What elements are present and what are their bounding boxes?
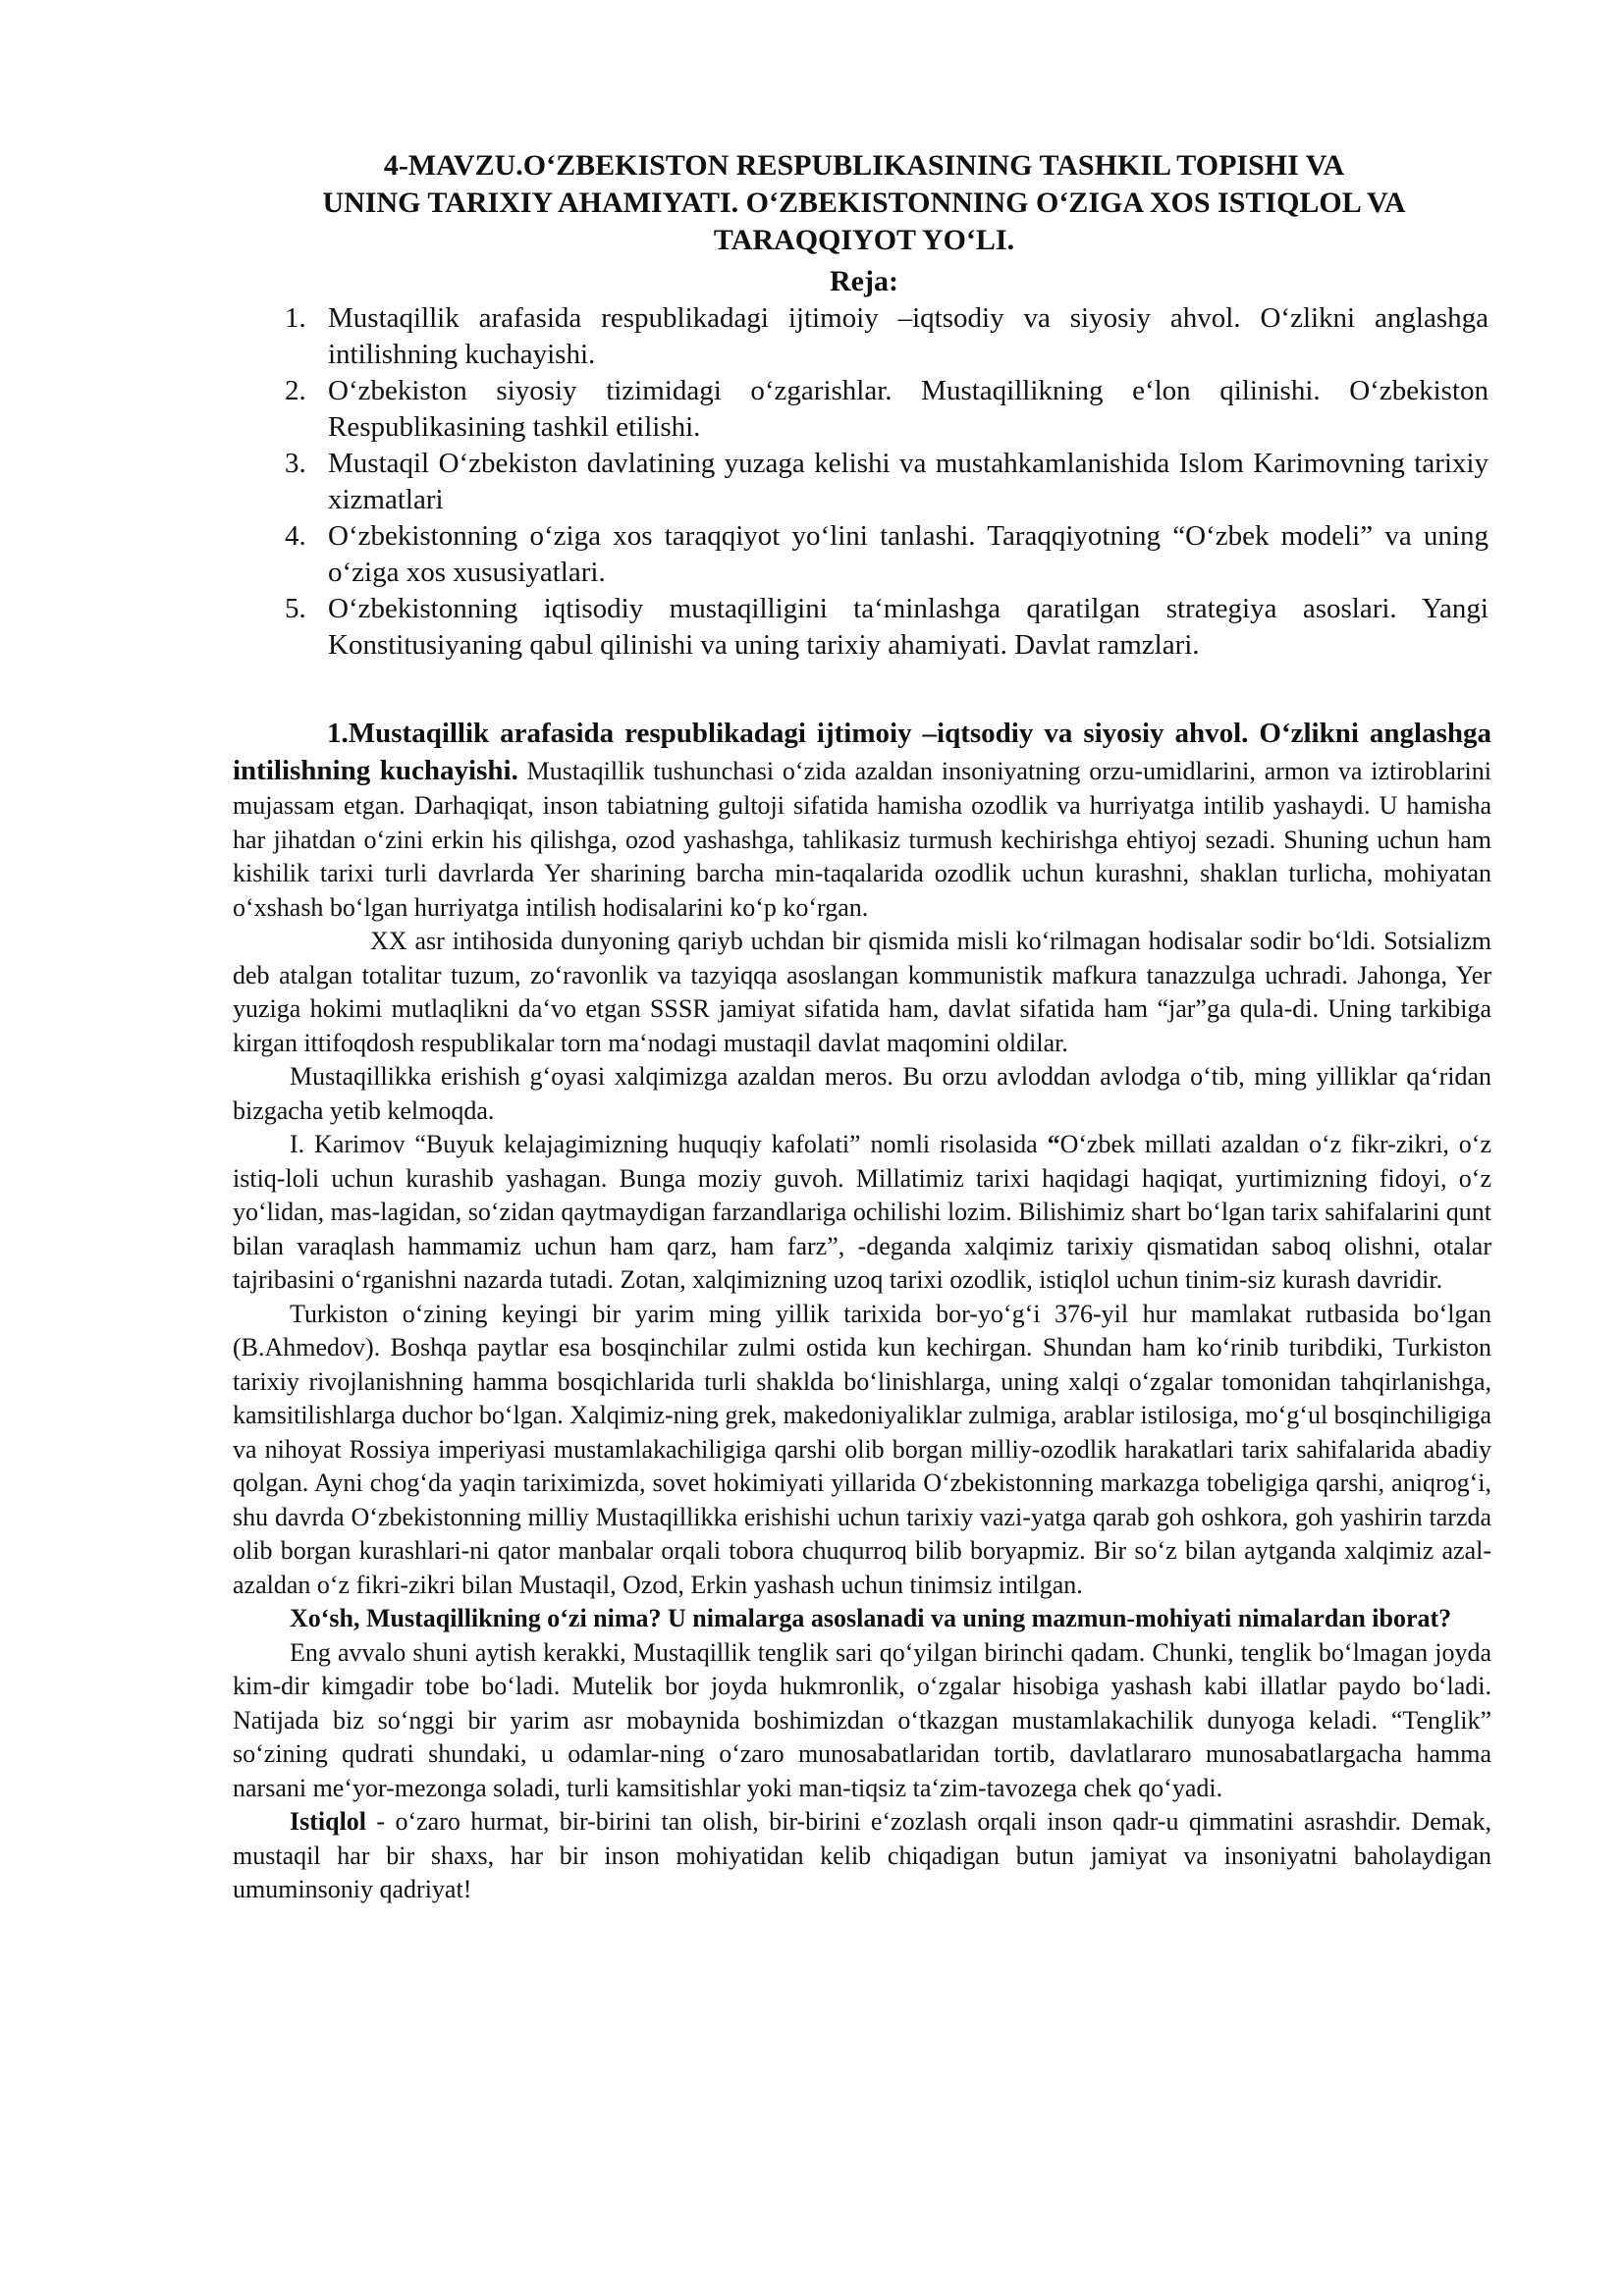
paragraph-text: O‘zbek millati azaldan o‘z fikr-zikri, o‘z istiq-loli uchun kurashib yashagan. Bunga moziy guvoh. Millatimiz tarixi haqidagi haqiqat, yurtimizning fidoyi, o‘z yo‘lidan, mas-lagidan, so‘zidan qaytmaydigan farzandlariga ochilishi lozim. Bilishimiz shart bo‘lgan tarix sahifalarini qunt bilan varaqlash hammamiz uchun ham qarz, ham farz”, -deganda xalqimiz tarixiy qismatidan saboq olishni, otalar tajribasini o‘rganishni nazarda tutadi. Zotan, xalqimizning uzoq tarixi ozodlik, istiqlol uchun tinim-siz kurash davridir. — [233, 1130, 1492, 1294]
paragraph-text: I. Karimov “Buyuk kelajagimizning huquqiy kafolati” nomli risolasida — [290, 1130, 1048, 1158]
paragraph: Eng avvalo shuni aytish kerakki, Mustaqillik tenglik sari qo‘yilgan birinchi qadam. Chunki, tenglik bo‘lmagan joyda kim-dir kimgadir tobe bo‘ladi. Mutelik bor joyda hukmronlik, o‘zgalar hisobiga yashash kabi illatlar paydo bo‘ladi. Natijada biz so‘nggi bir yarim asr mobaynida boshimizdan o‘tkazgan mustamlakachilik dunyoga keladi. “Tenglik” so‘zining qudrati shundaki, u odamlar-ning o‘zaro munosabatlaridan tortib, davlatlararo munosabatlargacha hamma narsani me‘yor-mezonga soladi, turli kamsitishlar yoki man-tiqsiz ta‘zim-tavozega chek qo‘yadi. — [233, 1637, 1491, 1802]
question-heading — [233, 1602, 1491, 1636]
paragraph-text: Mustaqillik tushunchasi o‘zida azaldan insoniyatning orzu-umidlarini, armon va iztiroblarini mujassam etgan. Darhaqiqat, inson tabiatning gultoji sifatida hamisha ozodlik va hurriyatga intilib yashaydi. U hamisha har jihatdan o‘zini erkin his qilishga, ozod yashashga, tahlikasiz turmush kechirishga ehtiyoj sezadi. Shuning uchun ham kishilik tarixi turli davrlarda Yer sharining barcha min-taqalarida ozodlik uchun kurashni, shaklan turlicha, mohiyatan o‘xshash bo‘lgan hurriyatga intilish hodisalarini ko‘p ko‘rgan. — [233, 757, 1492, 922]
question-text: Xo‘sh, Mustaqillikning o‘zi nima? U nimalarga asoslanadi va uning mazmun-mohiyati nimalardan iborat? — [290, 1604, 1452, 1632]
plan-item-number: 2. — [285, 375, 306, 406]
plan-list — [285, 300, 1489, 664]
paragraph — [233, 715, 1491, 925]
plan-heading: Reja: — [830, 265, 898, 297]
title-line-3: TARAQQIYOT YO‘LI. — [713, 224, 1015, 256]
paragraph — [233, 1128, 1491, 1298]
plan-item — [285, 446, 1489, 518]
plan-item-text: O‘zbekistonning o‘ziga xos taraqqiyot yo‘lini tanlashi. Taraqqiyotning “O‘zbek modeli” va uning o‘ziga xos xususiyatlari. — [328, 520, 1489, 588]
plan-item-number: 4. — [285, 520, 306, 552]
plan-item — [285, 373, 1489, 446]
plan-item — [285, 300, 1489, 373]
document-body — [233, 715, 1491, 1907]
term: Istiqlol — [290, 1807, 367, 1836]
paragraph: Turkiston o‘zining keyingi bir yarim ming yillik tarixida bor-yo‘g‘i 376-yil hur mamlakat rutbasida bo‘lgan (B.Ahmedov). Boshqa paytlar esa bosqinchilar zulmi ostida kun kechirgan. Shundan ham ko‘rinib turibdiki, Turkiston tarixiy rivojlanishning hamma bosqichlarida turli shaklda bo‘linishlarga, uning xalqi o‘zgalar tomonidan tahqirlanishga, kamsitilishlarga duchor bo‘lgan. Xalqimiz-ning grek, makedoniyaliklar zulmiga, arablar istilosiga, mo‘g‘ul bosqinchiligiga va nihoyat Rossiya imperiyasi mustamlakachiligiga qarshi olib borgan milliy-ozodlik harakatlari tarix sahifalarida abadiy qolgan. Ayni chog‘da yaqin tariximizda, sovet hokimiyati yillarida O‘zbekistonning markazga tobeligiga qarshi, aniqrog‘i, shu davrda O‘zbekistonning milliy Mustaqillikka erishishi uchun tarixiy vazi-yatga qarab goh oshkora, goh yashirin tarzda olib borgan kurashlari-ni qator manbalar orqali tobora chuqurroq bilib boryapmiz. Bir so‘z bilan aytganda xalqimiz azal-azaldan o‘z fikri-zikri bilan Mustaqil, Ozod, Erkin yashash uchun tinimsiz intilgan. — [233, 1299, 1491, 1599]
plan-item — [285, 591, 1489, 664]
plan-item-text: O‘zbekistonning iqtisodiy mustaqilligini ta‘minlashga qaratilgan strategiya asoslari. Yangi Konstitusiyaning qabul qilinishi va uning tarixiy ahamiyati. Davlat ramzlari. — [328, 593, 1489, 661]
plan-item-text: O‘zbekiston siyosiy tizimidagi o‘zgarishlar. Mustaqillikning e‘lon qilinishi. O‘zbekiston Respublikasining tashkil etilishi. — [328, 375, 1489, 443]
quote-mark: “ — [1047, 1130, 1060, 1158]
paragraph: Mustaqillikka erishish g‘oyasi xalqimizga azaldan meros. Bu orzu avloddan avlodga o‘tib, ming yilliklar qa‘ridan bizgacha yetib kelmoqda. — [233, 1062, 1491, 1125]
paragraph-text: - o‘zaro hurmat, bir-birini tan olish, bir-birini e‘zozlash orqali inson qadr-u qimmatini asrashdir. Demak, mustaqil har bir shaxs, har bir inson mohiyatidan kelib chiqadigan butun jamiyat va insoniyatni baholaydigan umuminsoniy qadriyat! — [233, 1807, 1491, 1903]
plan-item-text: Mustaqillik arafasida respublikadagi ijtimoiy –iqtsodiy va siyosiy ahvol. O‘zlikni anglashga intilishning kuchayishi. — [328, 302, 1489, 370]
section-heading: 1.Mustaqillik arafasida respublikadagi ijtimoiy –iqtsodiy va siyosiy ahvol. O‘zlikni anglashga intilishning kuchayishi. — [233, 718, 1491, 786]
plan-item — [285, 518, 1489, 591]
page-title — [236, 147, 1492, 259]
plan-item-text: Mustaqil O‘zbekiston davlatining yuzaga kelishi va mustahkamlanishida Islom Karimovning tarixiy xizmatlari — [328, 448, 1489, 515]
plan-item-number: 5. — [285, 593, 306, 624]
paragraph — [233, 1805, 1491, 1907]
title-line-1: 4-MAVZU.O‘ZBEKISTON RESPUBLIKASINING TASHKIL TOPISHI VA — [383, 149, 1345, 182]
title-line-2: UNING TARIXIY AHAMIYATI. O‘ZBEKISTONNING O‘ZIGA XOS ISTIQLOL VA — [322, 187, 1406, 219]
plan-item-number: 3. — [285, 448, 306, 479]
plan-item-number: 1. — [285, 302, 306, 334]
paragraph: XX asr intihosida dunyoning qariyb uchdan bir qismida misli ko‘rilmagan hodisalar sodir bo‘ldi. Sotsializm deb atalgan totalitar tuzum, zo‘ravonlik va tazyiqqa asoslangan kommunistik mafkura tanazzulga uchradi. Jahonga, Yer yuziga hokimi mutlaqlikni da‘vo etgan SSSR jamiyat sifatida ham, davlat sifatida ham “jar”ga qula-di. Uning tarkibiga kirgan ittifoqdosh respublikalar torn ma‘nodagi mustaqil davlat maqomini oldilar. — [233, 927, 1491, 1057]
